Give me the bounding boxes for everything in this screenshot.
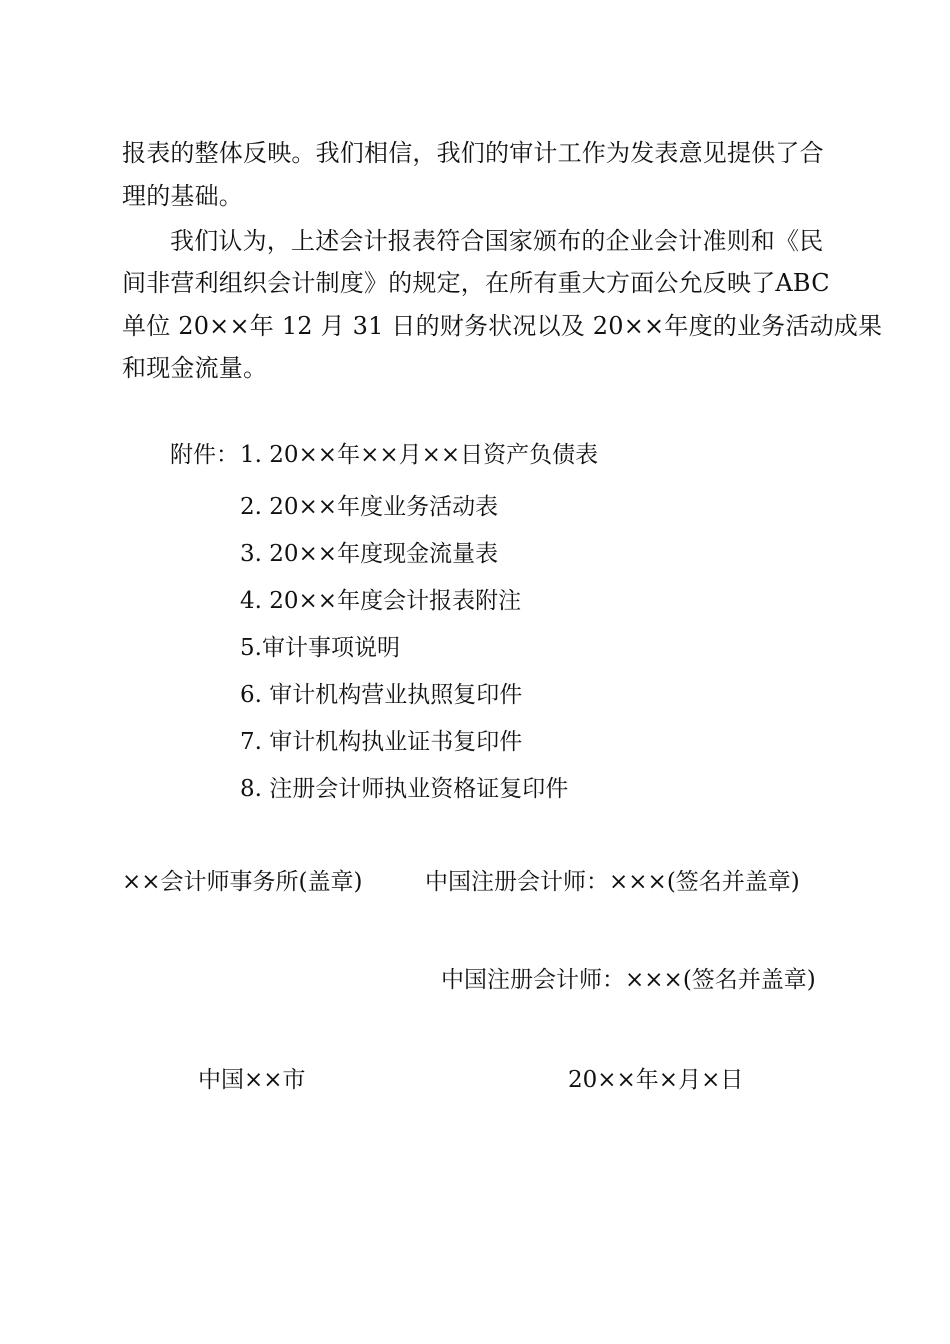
cpa-signature-line-1: 中国注册会计师：×××(签名并盖章) bbox=[425, 869, 800, 895]
city-line: 中国××市 bbox=[198, 1067, 306, 1093]
attachment-item: 5.审计事项说明 bbox=[240, 635, 400, 661]
firm-seal-line: ××会计师事务所(盖章) bbox=[122, 869, 363, 895]
date-line: 20××年×月×日 bbox=[568, 1067, 744, 1093]
attachment-item: 2. 20××年度业务活动表 bbox=[240, 494, 499, 520]
attachments-label: 附件： bbox=[170, 442, 239, 468]
paragraph-1-line-1: 报表的整体反映。我们相信，我们的审计工作为发表意见提供了合 bbox=[122, 139, 824, 167]
paragraph-2-line-4: 和现金流量。 bbox=[122, 354, 268, 382]
paragraph-1-line-2: 理的基础。 bbox=[122, 182, 243, 210]
attachment-item: 8. 注册会计师执业资格证复印件 bbox=[240, 776, 569, 802]
attachment-item: 1. 20××年××月××日资产负债表 bbox=[240, 442, 599, 468]
attachment-item: 7. 审计机构执业证书复印件 bbox=[240, 729, 523, 755]
paragraph-2-line-3: 单位 20××年 12 月 31 日的财务状况以及 20××年度的业务活动成果 bbox=[122, 312, 883, 340]
paragraph-2-line-2: 间非营利组织会计制度》的规定，在所有重大方面公允反映了ABC bbox=[122, 269, 830, 297]
attachment-item: 4. 20××年度会计报表附注 bbox=[240, 588, 522, 614]
attachment-item: 3. 20××年度现金流量表 bbox=[240, 541, 499, 567]
paragraph-2-line-1: 我们认为，上述会计报表符合国家颁布的企业会计准则和《民 bbox=[170, 227, 824, 255]
attachment-item: 6. 审计机构营业执照复印件 bbox=[240, 682, 523, 708]
cpa-signature-line-2: 中国注册会计师：×××(签名并盖章) bbox=[441, 967, 816, 993]
